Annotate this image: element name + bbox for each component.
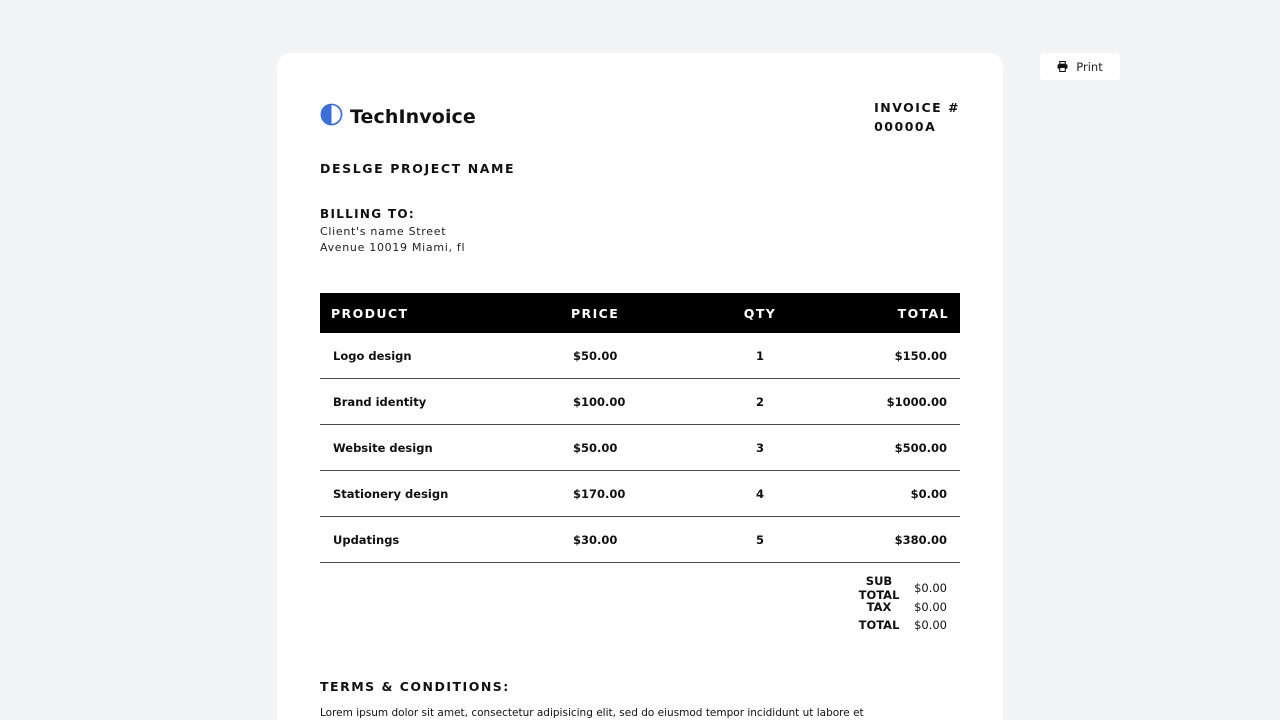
terms-text: Lorem ipsum dolor sit amet, consectetur adipisicing elit, sed do eiusmod tempor incididunt ut labore et xyxy=(320,707,864,719)
header-price: PRICE xyxy=(571,305,620,321)
row-total: $0.00 xyxy=(910,486,947,501)
row-qty: 3 xyxy=(755,440,764,455)
row-product: Stationery design xyxy=(333,486,449,501)
subtotal-label: SUB TOTAL xyxy=(858,574,900,603)
tax-value: $0.00 xyxy=(914,599,947,614)
table-row xyxy=(320,517,960,563)
row-price: $170.00 xyxy=(573,486,626,501)
row-total: $380.00 xyxy=(894,532,947,547)
billing-title: BILLING TO: xyxy=(320,207,415,221)
table-row xyxy=(320,425,960,471)
row-qty: 1 xyxy=(755,348,764,363)
subtotal-value: $0.00 xyxy=(914,581,947,596)
billing-address-line-2: Avenue 10019 Miami, fl xyxy=(320,241,466,254)
invoice-number: 00000A xyxy=(874,119,937,134)
totals-summary xyxy=(845,574,947,635)
grand-total-label: TOTAL xyxy=(858,618,900,633)
table-header xyxy=(320,293,960,333)
printer-icon xyxy=(1057,61,1068,72)
header-qty: QTY xyxy=(743,305,777,321)
row-total: $1000.00 xyxy=(886,394,947,409)
tax-row xyxy=(845,598,947,617)
row-qty: 2 xyxy=(755,394,764,409)
row-product: Logo design xyxy=(333,348,412,363)
grand-total-value: $0.00 xyxy=(914,618,947,633)
invoice-number-block xyxy=(874,98,960,136)
row-qty: 4 xyxy=(755,486,764,501)
terms-title: TERMS & CONDITIONS: xyxy=(320,679,510,694)
subtotal-row xyxy=(845,574,947,603)
grand-total-row xyxy=(845,616,947,635)
project-name: DESLGE PROJECT NAME xyxy=(320,161,516,176)
row-price: $30.00 xyxy=(573,532,618,547)
row-price: $50.00 xyxy=(573,348,618,363)
header-total: TOTAL xyxy=(897,305,949,321)
table-row xyxy=(320,333,960,379)
table-row xyxy=(320,379,960,425)
row-product: Website design xyxy=(333,440,433,455)
billing-section xyxy=(320,207,465,256)
row-product: Updatings xyxy=(333,532,400,547)
print-button-label: Print xyxy=(1076,59,1103,74)
brand xyxy=(320,103,476,130)
row-total: $500.00 xyxy=(894,440,947,455)
header-product: PRODUCT xyxy=(331,305,409,321)
row-product: Brand identity xyxy=(333,394,427,409)
half-circle-logo-icon xyxy=(320,103,343,130)
row-price: $100.00 xyxy=(573,394,626,409)
table-row xyxy=(320,471,960,517)
row-qty: 5 xyxy=(755,532,764,547)
row-total: $150.00 xyxy=(894,348,947,363)
line-items-table xyxy=(320,293,960,563)
print-button[interactable] xyxy=(1040,53,1120,80)
invoice-sheet xyxy=(277,53,1003,720)
brand-name: TechInvoice xyxy=(350,105,476,128)
billing-address-line-1: Client's name Street xyxy=(320,225,447,238)
tax-label: TAX xyxy=(866,599,892,614)
invoice-label: INVOICE # xyxy=(874,100,960,115)
row-price: $50.00 xyxy=(573,440,618,455)
